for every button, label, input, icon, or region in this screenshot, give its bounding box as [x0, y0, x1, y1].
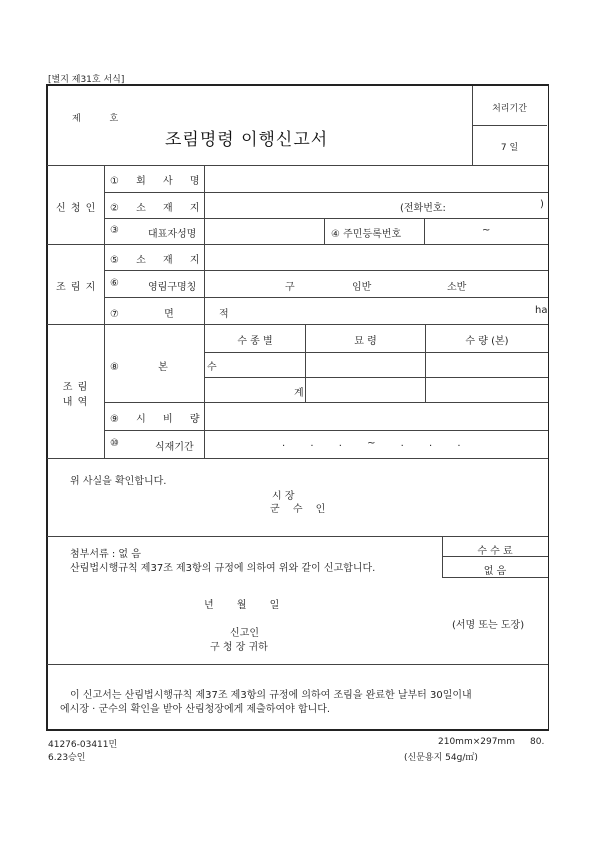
cell-divider	[424, 218, 425, 244]
planting-period-number: ⑩	[110, 438, 119, 449]
declaration-date: 년 월 일	[204, 600, 280, 611]
tree-count-label: ⑧ 본 수	[110, 362, 217, 373]
processing-period-value: 7 일	[500, 143, 519, 153]
form-label: [별지 제31호 서식]	[48, 75, 125, 85]
seedling-age-column-header: 묘 령	[354, 336, 377, 347]
county-head-label: 군 수 인	[270, 504, 326, 515]
attachments-text: 첨부서류 : 없 음	[70, 549, 141, 560]
soban-label: 소반	[447, 282, 467, 293]
row-divider	[204, 352, 548, 353]
instruction-note-line2: 에시장 · 군수의 확인을 받아 산림청장에게 제출하여야 합니다.	[60, 704, 331, 715]
row-divider	[104, 402, 548, 403]
instruction-note-line1: 이 신고서는 산림법시행규칙 제37조 제3항의 규정에 의하여 조림을 완료한 날부터 30일이내	[70, 690, 472, 701]
section-divider	[47, 664, 548, 665]
compartment-number: ⑥	[110, 278, 119, 289]
section-divider	[47, 536, 548, 537]
species-column-header: 수 종 별	[237, 336, 273, 347]
form-code: 41276-03411민	[48, 740, 118, 750]
processing-period-label: 처리기간	[492, 104, 527, 114]
gu-label: 구	[285, 282, 295, 293]
cell-divider	[324, 218, 325, 244]
imban-label: 임반	[352, 282, 372, 293]
section-divider	[47, 244, 548, 245]
row-divider	[104, 270, 548, 271]
reporter-label: 신고인	[230, 628, 259, 639]
resident-number-value: ~	[482, 225, 491, 236]
paper-type: (신문용지 54g/㎡)	[404, 753, 478, 763]
approval-code: 6.23승인	[48, 753, 86, 763]
section-divider	[47, 324, 548, 325]
row-divider	[204, 377, 548, 378]
total-label: 계	[294, 388, 304, 399]
representative-number: ③	[110, 225, 119, 236]
fee-label: 수 수 료	[477, 546, 513, 557]
mayor-label: 시 장	[272, 491, 295, 502]
planting-period-label: 식재기간	[155, 442, 194, 453]
quantity-column-header: 수 량 (본)	[465, 336, 509, 347]
details-section-label: 조 림	[62, 382, 89, 393]
resident-number-label: ④ 주민등록번호	[331, 229, 402, 240]
paper-size-extra: 80.	[530, 737, 545, 747]
header-divider	[472, 125, 547, 126]
row-divider	[104, 192, 548, 193]
site-address-label: ⑤ 소 재 지	[110, 255, 200, 266]
paper-size: 210mm×297mm	[438, 737, 515, 747]
planting-period-value: . . . ~ . . .	[282, 438, 461, 449]
row-divider	[104, 297, 548, 298]
confirmation-text: 위 사실을 확인합니다.	[70, 476, 167, 487]
fee-divider	[442, 577, 548, 578]
area-unit: ha	[535, 305, 548, 316]
document-number-label: 제 호	[72, 114, 119, 124]
fee-value: 없 음	[483, 566, 507, 577]
addressee-label: 구 청 장 귀하	[210, 642, 268, 653]
representative-name-label: 대표자성명	[148, 229, 197, 240]
area-label: ⑦ 면 적	[110, 309, 229, 320]
applicant-section-label: 신 청 인	[56, 203, 97, 214]
fertilizer-amount-label: ⑨ 시 비 량	[110, 414, 200, 425]
signature-note: (서명 또는 도장)	[452, 620, 525, 631]
section-divider	[47, 165, 548, 166]
phone-close: )	[540, 199, 544, 210]
declaration-statement: 산림법시행규칙 제37조 제3항의 규정에 의하여 위와 같이 신고합니다.	[70, 563, 376, 574]
details-section-label-2: 내 역	[62, 397, 89, 408]
site-section-label: 조 림 지	[56, 282, 97, 293]
form-title: 조림명령 이행신고서	[165, 130, 329, 150]
row-divider	[104, 218, 548, 219]
company-address-label: ② 소 재 지	[110, 203, 200, 214]
section-divider	[47, 458, 548, 459]
phone-label: (전화번호:	[400, 203, 446, 214]
company-name-label: ① 회 사 명	[110, 176, 200, 187]
section-column-divider	[104, 165, 105, 458]
compartment-name-label: 영림구명칭	[148, 282, 197, 293]
row-divider	[104, 430, 548, 431]
